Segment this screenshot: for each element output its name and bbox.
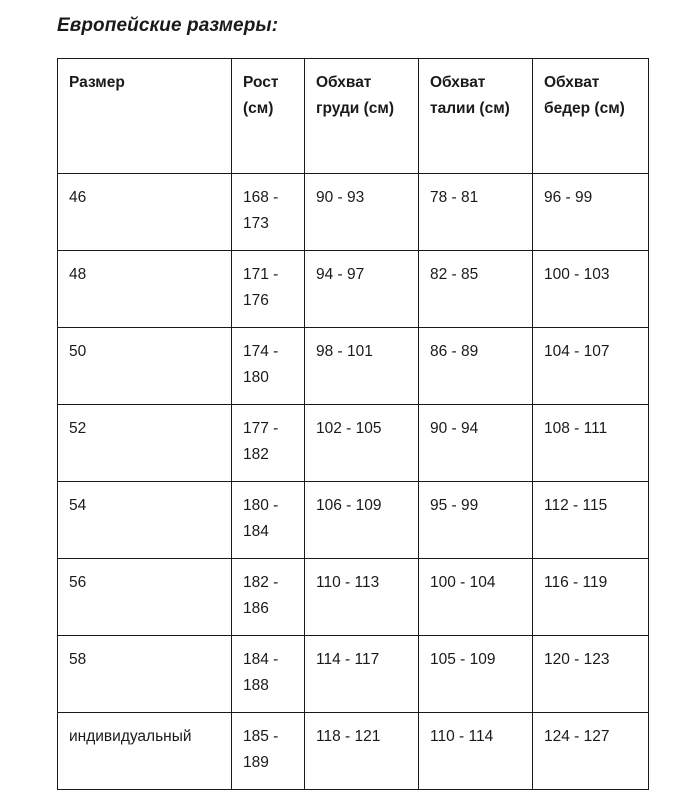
- cell-waist: 86 - 89: [419, 328, 533, 405]
- cell-chest: 114 - 117: [305, 636, 419, 713]
- column-header-height: Рост (см): [232, 59, 305, 174]
- cell-chest: 94 - 97: [305, 251, 419, 328]
- cell-height: 180 - 184: [232, 482, 305, 559]
- cell-height: 185 - 189: [232, 713, 305, 790]
- cell-chest: 102 - 105: [305, 405, 419, 482]
- cell-hips: 104 - 107: [533, 328, 649, 405]
- table-row: [58, 636, 649, 713]
- cell-chest: 98 - 101: [305, 328, 419, 405]
- cell-size: 50: [58, 328, 232, 405]
- cell-hips: 116 - 119: [533, 559, 649, 636]
- table-header-row: [58, 59, 649, 174]
- table-row: [58, 482, 649, 559]
- cell-size: 52: [58, 405, 232, 482]
- cell-hips: 108 - 111: [533, 405, 649, 482]
- cell-hips: 120 - 123: [533, 636, 649, 713]
- cell-waist: 95 - 99: [419, 482, 533, 559]
- cell-waist: 105 - 109: [419, 636, 533, 713]
- column-header-size: Размер: [58, 59, 232, 174]
- table-row: [58, 251, 649, 328]
- cell-size: 58: [58, 636, 232, 713]
- table-row: [58, 713, 649, 790]
- cell-hips: 124 - 127: [533, 713, 649, 790]
- european-sizes-table: [57, 58, 649, 790]
- table-body: [58, 174, 649, 790]
- cell-size: индивидуальный: [58, 713, 232, 790]
- cell-height: 184 - 188: [232, 636, 305, 713]
- cell-waist: 100 - 104: [419, 559, 533, 636]
- cell-hips: 100 - 103: [533, 251, 649, 328]
- cell-height: 174 - 180: [232, 328, 305, 405]
- column-header-waist: Обхват талии (см): [419, 59, 533, 174]
- table-header: [58, 59, 649, 174]
- cell-waist: 82 - 85: [419, 251, 533, 328]
- page-title: Европейские размеры:: [57, 15, 279, 36]
- cell-chest: 106 - 109: [305, 482, 419, 559]
- column-header-hips: Обхват бедер (см): [533, 59, 649, 174]
- cell-waist: 78 - 81: [419, 174, 533, 251]
- cell-height: 177 - 182: [232, 405, 305, 482]
- cell-waist: 110 - 114: [419, 713, 533, 790]
- cell-size: 54: [58, 482, 232, 559]
- cell-size: 56: [58, 559, 232, 636]
- cell-height: 182 - 186: [232, 559, 305, 636]
- table-row: [58, 328, 649, 405]
- cell-chest: 90 - 93: [305, 174, 419, 251]
- cell-height: 171 - 176: [232, 251, 305, 328]
- table-row: [58, 559, 649, 636]
- column-header-chest: Обхват груди (см): [305, 59, 419, 174]
- cell-height: 168 - 173: [232, 174, 305, 251]
- cell-chest: 110 - 113: [305, 559, 419, 636]
- cell-hips: 96 - 99: [533, 174, 649, 251]
- cell-size: 46: [58, 174, 232, 251]
- cell-waist: 90 - 94: [419, 405, 533, 482]
- cell-hips: 112 - 115: [533, 482, 649, 559]
- cell-size: 48: [58, 251, 232, 328]
- cell-chest: 118 - 121: [305, 713, 419, 790]
- table-row: [58, 174, 649, 251]
- table-row: [58, 405, 649, 482]
